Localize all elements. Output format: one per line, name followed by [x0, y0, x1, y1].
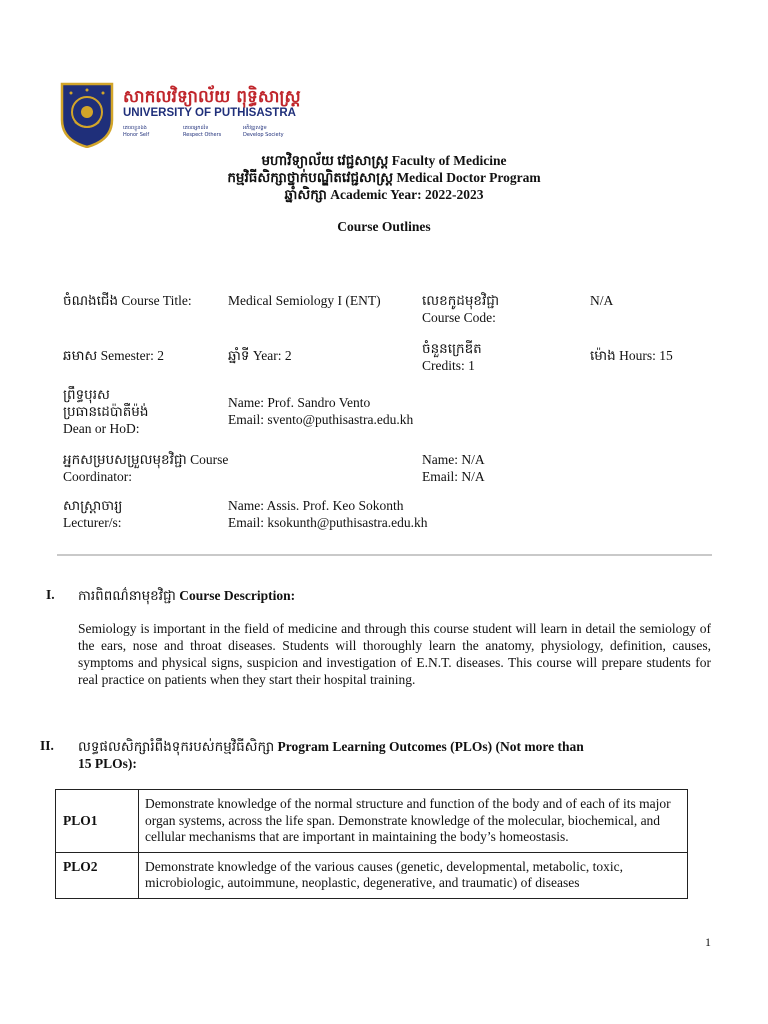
section2-heading: លទ្ធផលសិក្សារំពឹងទុករបស់កម្មវិធីសិក្សា Program Learning Outcomes (PLOs) (Not more than 15 PLOs):	[78, 739, 584, 771]
table-row	[56, 852, 688, 898]
lecturer-name: Name: Assis. Prof. Keo Sokonth	[228, 498, 404, 513]
university-logo	[57, 82, 317, 148]
dean-name: Name: Prof. Sandro Vento	[228, 395, 371, 410]
section1-heading: ការពិពណ៌នាមុខវិជ្ជា Course Description:	[78, 588, 296, 603]
dean-contact	[228, 394, 413, 428]
logo-khmer-name: សាកលវិទ្យាល័យ ពុទ្ធិសាស្ត្រ	[123, 87, 301, 107]
lecturer-label: សាស្ត្រាចារ្យ Lecturer/s:	[63, 498, 123, 530]
course-code-value: N/A	[590, 293, 614, 308]
coordinator-label: អ្នកសម្របសម្រួលមុខវិជ្ជា Course Coordinator:	[63, 452, 229, 484]
plo-text: Demonstrate knowledge of the normal structure and function of the body and of each of its major organ systems, across the life span. Demonstrate knowledge of the molecular, biochemical, and cellular mechanisms that are important in maintaining the body’s homeostasis.	[139, 790, 688, 853]
faculty-english: Faculty of Medicine	[391, 153, 507, 168]
plo-text: Demonstrate knowledge of the various causes (genetic, developmental, metabolic, toxic, microbiologic, autoimmune, neoplastic, degenerative, and traumatic) of diseases	[139, 852, 688, 898]
page-number: 1	[705, 935, 711, 949]
table-row	[56, 790, 688, 853]
academic-year-line	[0, 186, 768, 206]
credits-field: ចំនួនក្រេឌីត Credits: 1	[422, 341, 482, 373]
lecturer-contact	[228, 497, 428, 531]
program-english: Medical Doctor Program	[396, 170, 541, 185]
coordinator-name: Name: N/A	[422, 452, 485, 467]
logo-english-name: UNIVERSITY OF PUTHISASTRA	[123, 107, 296, 119]
coordinator-email: Email: N/A	[422, 469, 485, 484]
motto-1: គោរពខ្លួនឯង Honor Self	[123, 125, 150, 138]
faculty-khmer: មហាវិទ្យាល័យ វេជ្ជសាស្ត្រ	[261, 153, 389, 168]
section-divider	[57, 554, 712, 556]
plo-code: PLO2	[56, 852, 139, 898]
section1-number: I.	[46, 587, 55, 602]
semester-field: ឆមាស Semester: 2	[63, 348, 165, 363]
hours-field: ម៉ោង Hours: 15	[590, 348, 673, 363]
dean-email: Email: svento@puthisastra.edu.kh	[228, 412, 414, 427]
motto-2: គោរពអ្នកដទៃ Respect Others	[183, 125, 222, 138]
course-code-label: លេខកូដមុខវិជ្ជា Course Code:	[422, 293, 500, 325]
motto-3: អភិវឌ្ឍសង្គម Develop Society	[243, 125, 284, 138]
course-description-text: Semiology is important in the field of medicine and through this course student will learn in detail the semiology of the ears, nose and throat diseases. Students will thoroughly learn the anatomy, physiology, definition, causes, symptoms and physical signs, suspicion and investigation of E.N.T. diseases. This course will prepare students for real practice on patients when they start their hospital training.	[78, 621, 711, 687]
document-title: Course Outlines	[337, 219, 431, 234]
course-title-value: Medical Semiology I (ENT)	[228, 293, 381, 308]
course-title-label: ចំណងជើង Course Title:	[63, 293, 192, 308]
coordinator-contact	[422, 451, 485, 485]
year-field: ឆ្នាំទី Year: 2	[228, 348, 292, 363]
section2-number: II.	[40, 738, 54, 753]
plo-code: PLO1	[56, 790, 139, 853]
academic-year-english: Academic Year: 2022-2023	[330, 187, 484, 202]
academic-year-khmer: ឆ្នាំសិក្សា	[284, 187, 327, 202]
lecturer-email: Email: ksokunth@puthisastra.edu.kh	[228, 515, 428, 530]
program-khmer: កម្មវិធីសិក្សាថ្នាក់បណ្ឌិតវេជ្ជសាស្ត្រ	[227, 170, 394, 185]
plo-table	[55, 789, 688, 899]
dean-label: ព្រឹទ្ធបុរស ប្រធានដេប៉ាតឺម៉ង់ Dean or HoD:	[63, 387, 149, 436]
